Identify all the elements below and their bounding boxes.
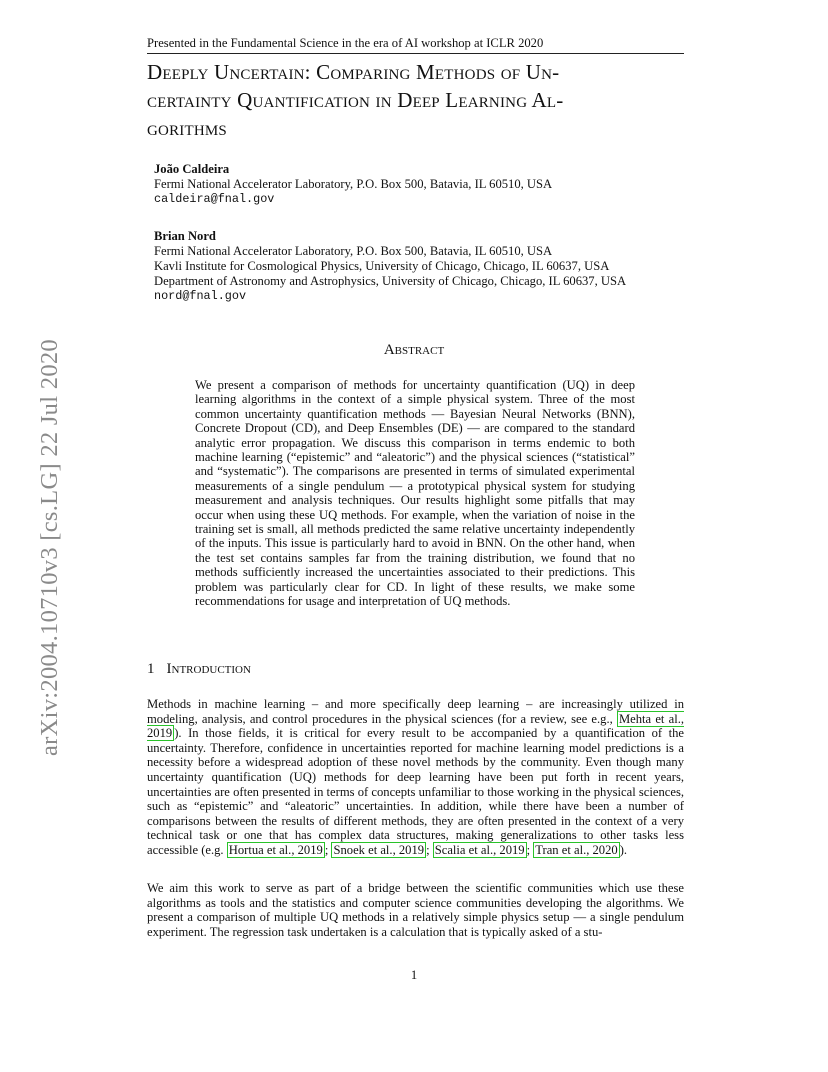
- citation-link[interactable]: Tran et al., 2020: [535, 842, 618, 857]
- citation-link[interactable]: Snoek et al., 2019: [333, 842, 425, 857]
- author-email[interactable]: caldeira@fnal.gov: [154, 192, 275, 206]
- section-heading: [147, 661, 251, 678]
- running-header: Presented in the Fundamental Science in the era of AI workshop at ICLR 2020: [147, 36, 544, 50]
- author-name: Brian Nord: [154, 229, 216, 243]
- citation-link[interactable]: Scalia et al., 2019: [434, 842, 525, 857]
- intro-text: ). In those fields, it is critical for every result to be accompanied by a quantification of the uncertainty. Therefore, confidence in uncertainties reported for machine learning model predictions is a necessity before a widespread adoption of these novel methods by the community. Even though many uncertainty quantification (UQ) methods for deep learning have been put forth in recent years, uncertainties are often presented in terms of concepts unfamiliar to those working in the physical sciences, such as “epistemic” and “aleatoric” uncertainties. In addition, while there have been a number of comparisons between the results of different methods, they are often presented in the context of a very technical task or one that has complex data structures, making generalizations to other tasks less accessible (e.g.: [147, 726, 684, 857]
- title-line-1: Deeply Uncertain: Comparing Methods of Un-: [147, 60, 560, 84]
- intro-text: ;: [426, 842, 433, 857]
- author-affiliation: Department of Astronomy and Astrophysics, University of Chicago, Chicago, IL 60637, USA: [154, 274, 627, 288]
- intro-text: ;: [324, 842, 332, 857]
- arxiv-stamp: arXiv:2004.10710v3 [cs.LG] 22 Jul 2020: [36, 339, 63, 756]
- citation-link[interactable]: Hortua et al., 2019: [228, 842, 323, 857]
- abstract-text: We present a comparison of methods for uncertainty quantification (UQ) in deep learning algorithms in the context of a simple physical system. Three of the most common uncertainty quantification methods — Bayesian Neural Networks (BNN), Concrete Dropout (CD), and Deep Ensembles (DE) — are compared to the standard analytic error propagation. We discuss this comparison in terms endemic to both machine learning (“epistemic” and “aleatoric”) and the physical sciences (“statistical” and “systematic”). The comparisons are presented in terms of simulated experimental measurements of a single pendulum — a prototypical physical system for studying measurement and analysis techniques. Our results highlight some pitfalls that may occur when using these UQ methods. For example, when the variation of noise in the training set is small, all methods predicted the same relative uncertainty independently of the inputs. This issue is particularly hard to avoid in BNN. On the other hand, when the test set contains samples far from the training distribution, we found that no methods sufficiently increased the uncertainties associated to their predictions. This problem was particularly clear for CD. In light of these results, we make some recommendations for usage and interpretation of UQ methods.: [195, 378, 635, 609]
- author-affiliation: Fermi National Accelerator Laboratory, P.O. Box 500, Batavia, IL 60510, USA: [154, 244, 553, 258]
- intro-paragraph-1: [147, 697, 684, 858]
- author-block-1: [154, 162, 552, 207]
- author-name: João Caldeira: [154, 162, 230, 176]
- author-email[interactable]: nord@fnal.gov: [154, 289, 247, 303]
- intro-text: ).: [619, 842, 628, 857]
- author-affiliation: Fermi National Accelerator Laboratory, P.O. Box 500, Batavia, IL 60510, USA: [154, 177, 553, 191]
- intro-text: ;: [526, 842, 534, 857]
- header-rule: [147, 53, 684, 54]
- section-number: 1: [147, 661, 155, 677]
- abstract-heading: Abstract: [383, 342, 445, 358]
- title-line-3: gorithms: [147, 116, 227, 140]
- citation-link[interactable]: Mehta et al., 2019: [147, 711, 685, 741]
- title-line-2: certainty Quantification in Deep Learning Al-: [147, 88, 564, 112]
- intro-text: Methods in machine learning – and more specifically deep learning – are increasingly utilized in modeling, analysis, and control procedures in the physical sciences (for a review, see e.g.,: [147, 697, 684, 726]
- author-block-2: [154, 229, 626, 304]
- intro-paragraph-2: We aim this work to serve as part of a bridge between the scientific communities which use these algorithms as tools and the statistics and computer science communities developing the algorithms. We present a comparison of multiple UQ methods in a relatively simple physics setup — a single pendulum experiment. The regression task undertaken is a calculation that is typically asked of a stu-: [147, 881, 684, 939]
- author-affiliation: Kavli Institute for Cosmological Physics, University of Chicago, Chicago, IL 60637, USA: [154, 259, 610, 273]
- page-number: 1: [410, 968, 418, 982]
- paper-title: [147, 58, 687, 142]
- section-title: Introduction: [166, 661, 251, 677]
